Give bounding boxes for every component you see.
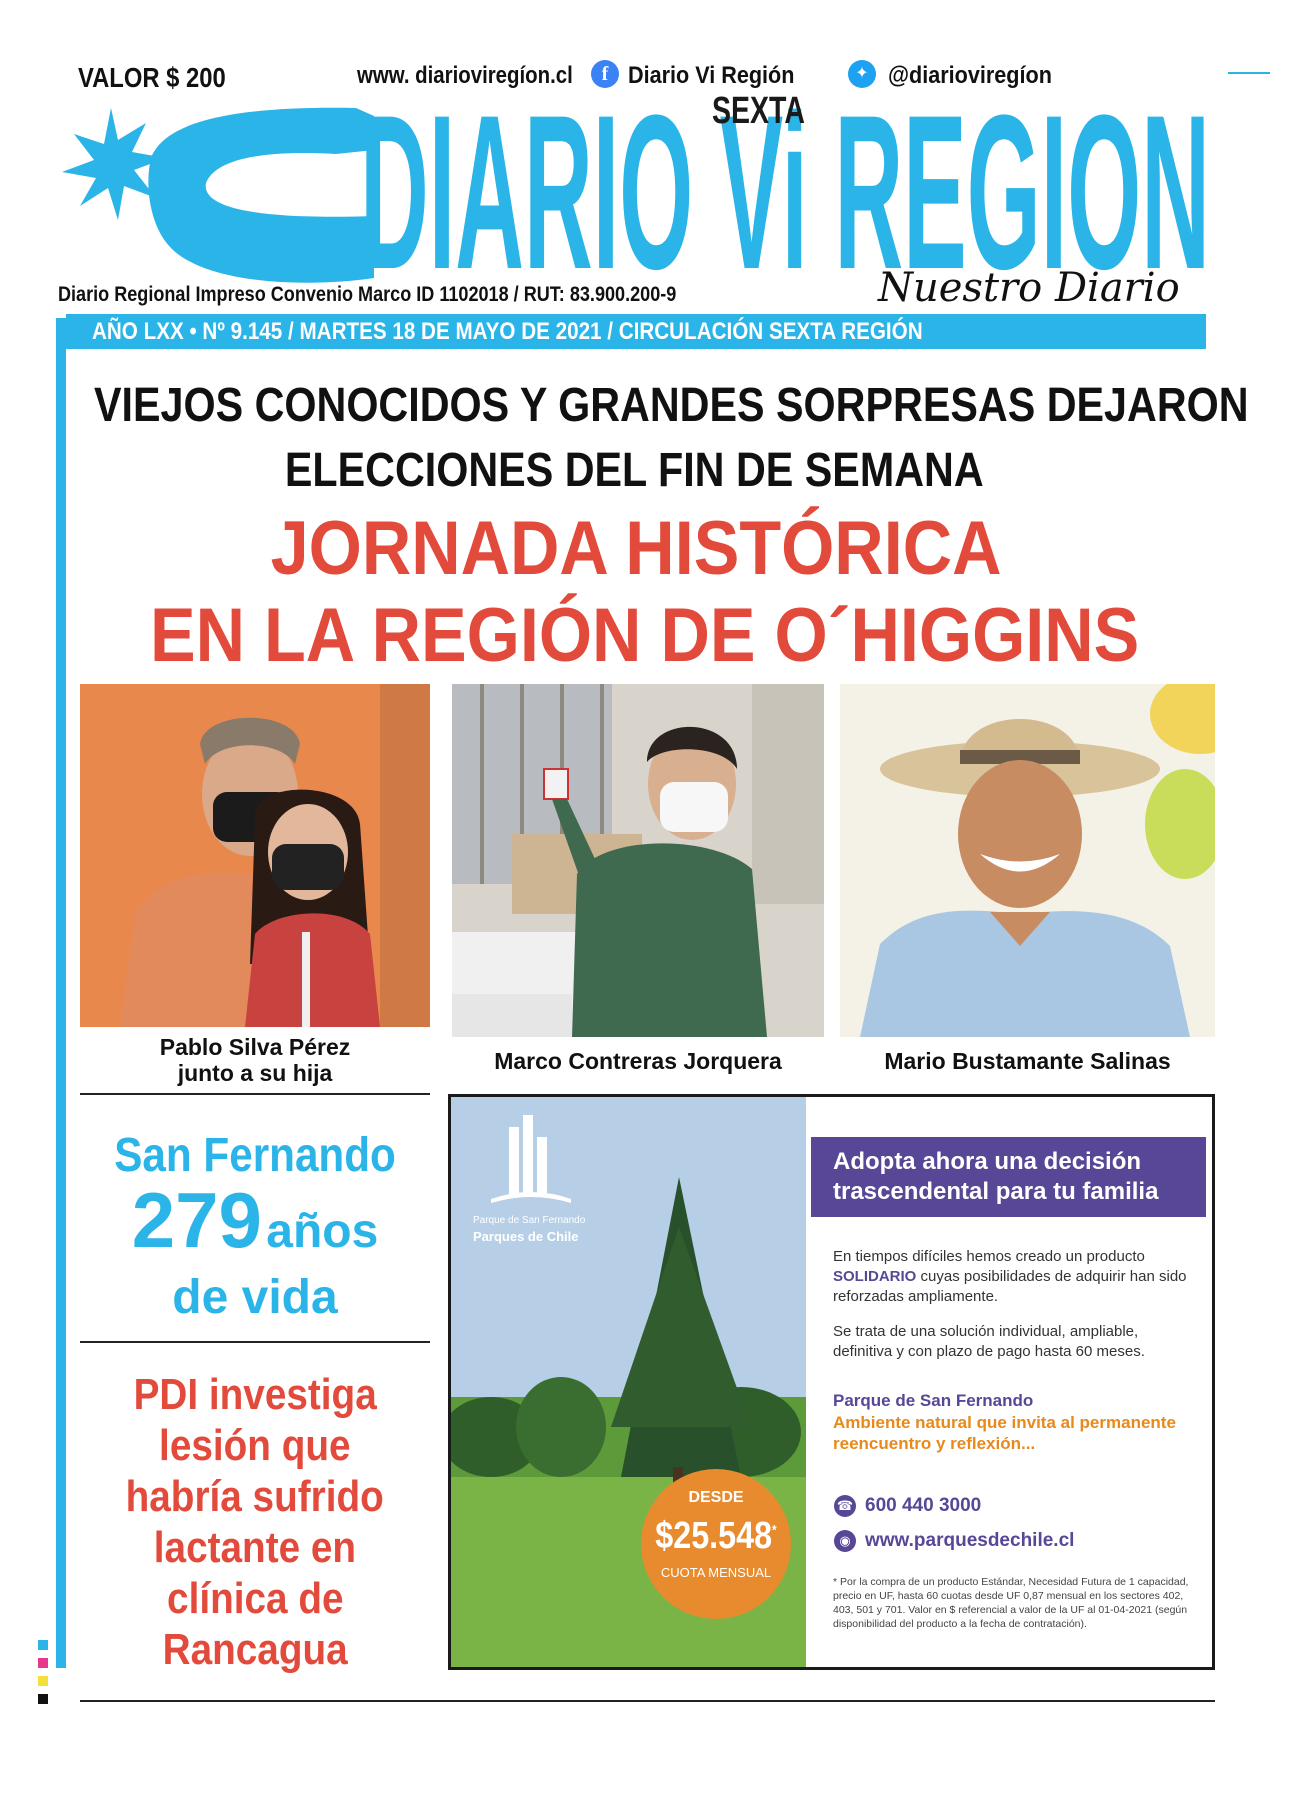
ad-brand-name: Parques de Chile [473,1229,579,1244]
ad-footnote: * Por la compra de un producto Estándar, Necesidad Futura de 1 capacidad, precio en UF, hasta 60 cuotas desde UF 0,87 mensual en los sectores 402, 403, 501 y 701. Valor en $ referencial a valor de la UF al 01-04-2021 (según disponibilidad del producto a la fecha de contratación). [833,1576,1189,1630]
ad-body-2: Se trata de una solución individual, ampliable, definitiva y con plazo de pago hasta 60 meses. [833,1323,1145,1360]
san-fernando-years [80,1175,430,1266]
ad-brand-small: Parque de San Fernando [473,1215,586,1226]
photo-pablo-silva [80,684,430,1027]
parques-de-chile-ad[interactable] [448,1094,1215,1670]
main-headline-line-2: EN LA REGIÓN DE O´HIGGINS [149,593,1140,678]
pdi-headline-line: lesión que [159,1421,351,1470]
ad-phone[interactable]: 600 440 3000 [865,1495,982,1516]
registration-mark-black [38,1694,48,1704]
dateline: AÑO LXX • Nº 9.145 / MARTES 18 DE MAYO DE 2021 / CIRCULACIÓN SEXTA REGIÓN [92,318,923,345]
facebook-label[interactable]: Diario Vi Región [628,62,795,89]
registration-mark-yellow [38,1676,48,1686]
kicker-line-2: ELECCIONES DEL FIN DE SEMANA [285,444,984,497]
san-fernando-unit: años [266,1205,379,1258]
ad-badge-cuota: CUOTA MENSUAL [660,1565,772,1580]
bottom-rule [80,1700,1215,1702]
pdi-headline-line: PDI investiga [133,1370,377,1419]
globe-icon: ◉ [834,1530,856,1552]
spur-logo-icon [56,88,376,288]
pdi-headline-line: habría sufrido [125,1472,385,1521]
san-fernando-title: San Fernando [114,1129,396,1182]
corner-rule [1228,72,1270,74]
registration-mark-cyan [38,1640,48,1650]
kicker-line-1: VIEJOS CONOCIDOS Y GRANDES SORPRESAS DEJARON [93,379,1249,432]
ad-title-line-2: trascendental para tu familia [833,1178,1159,1205]
pdi-headline-line: Rancagua [162,1625,348,1674]
facebook-icon[interactable]: f [591,60,619,88]
divider-rule [80,1341,430,1343]
ad-price-badge [641,1469,791,1619]
caption-contreras: Marco Contreras Jorquera [494,1048,782,1074]
caption-silva-line-2: junto a su hija [177,1060,333,1086]
ad-badge-desde: DESDE [688,1489,744,1506]
twitter-icon[interactable]: ✦ [848,60,876,88]
ad-body-1: En tiempos difíciles hemos creado un producto SOLIDARIO cuyas posibilidades de adquirir han sido reforzadas ampliamente. [833,1248,1187,1305]
convenio-line: Diario Regional Impreso Convenio Marco ID 1102018 / RUT: 83.900.200-9 [58,283,677,306]
san-fernando-number: 279 [131,1176,262,1264]
ad-title-box [811,1137,1206,1217]
ad-title-line-1: Adopta ahora una decisión [833,1148,1142,1175]
pdi-headline-line: clínica de [166,1574,344,1623]
pdi-headline-line: lactante en [153,1523,357,1572]
caption-silva-line-1: Pablo Silva Pérez [159,1034,351,1060]
ad-badge-price: $25.548* [655,1515,777,1557]
caption-bustamante: Mario Bustamante Salinas [884,1048,1171,1074]
twitter-label[interactable]: @diarioviregíon [888,62,1052,89]
main-headline-line-1: JORNADA HISTÓRICA [271,506,1002,591]
ad-website[interactable]: www.parquesdechile.cl [865,1530,1075,1551]
photo-mario-bustamante [840,684,1215,1037]
phone-icon: ☎ [834,1495,856,1517]
ad-park-name: Parque de San Fernando [833,1391,1034,1410]
masthead-title-text: DIARIO Vi REGION [360,80,1210,275]
photo-marco-contreras [452,684,824,1037]
san-fernando-line-3: de vida [172,1271,338,1324]
website-link[interactable]: www. diarioviregíon.cl [357,62,573,89]
price-label: VALOR $ 200 [78,62,226,93]
masthead-sexta: SEXTA [712,90,805,132]
ad-tagline: Ambiente natural que invita al permanente reencuentro y reflexión... [833,1413,1176,1453]
masthead-tagline: Nuestro Diario [878,265,1180,311]
divider-rule [80,1093,430,1095]
registration-mark-magenta [38,1658,48,1668]
